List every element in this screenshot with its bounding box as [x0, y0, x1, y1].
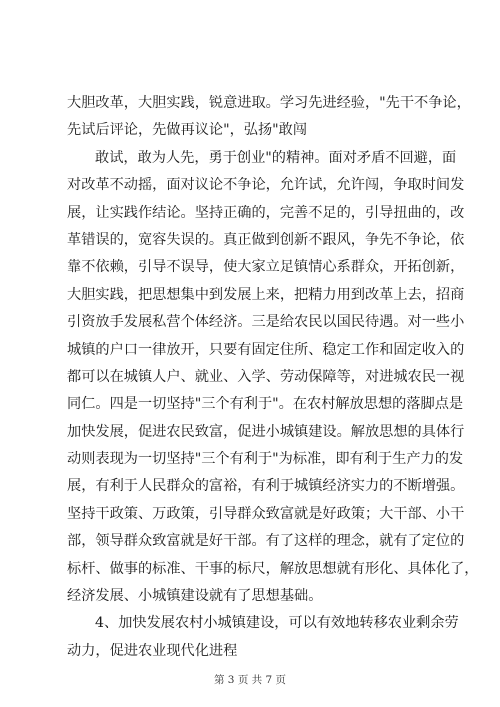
- text-line: 同仁。四是一切坚持"三个有利于"。在农村解放思想的落脚点是: [67, 396, 464, 413]
- text-line: 部，领导群众致富就是好干部。有了这样的理念，就有了定位的: [67, 533, 465, 550]
- text-line: 大胆改革，大胆实践，锐意进取。学习先进经验，"先干不争论，: [67, 95, 471, 111]
- body-text: [67, 90, 479, 665]
- text-line: 经济发展、小城镇建设就有了思想基础。: [67, 588, 323, 605]
- text-line: 敢试，敢为人先，勇于创业"的精神。面对矛盾不回避，面: [95, 149, 457, 166]
- text-line: 大胆实践，把思想集中到发展上来，把精力用到改革上去，招商: [67, 286, 465, 303]
- text-line: 引资放手发展私营个体经济。三是给农民以国民待遇。对一些小: [67, 314, 465, 331]
- text-line: 城镇的户口一律放开，只要有固定住所、稳定工作和固定收入的: [67, 341, 465, 358]
- text-line: 展，让实践作结论。坚持正确的，完善不足的，引导扭曲的，改: [67, 204, 465, 221]
- text-line: 展，有利于人民群众的富裕，有利于城镇经济实力的不断增强。: [67, 478, 465, 495]
- text-line: 动则表现为一切坚持"三个有利于"为标准，即有利于生产力的发: [67, 451, 464, 468]
- text-line: 加快发展，促进农民致富，促进小城镇建设。解放思想的具体行: [67, 423, 465, 440]
- text-line: 标杆、做事的标准、干事的标尺，解放思想就有形化、具体化了，: [67, 560, 479, 577]
- page-footer: [0, 672, 500, 687]
- text-line: 坚持干政策、万政策，引导群众致富就是好政策；大干部、小干: [67, 505, 465, 522]
- text-line: 靠不依赖，引导不误导，使大家立足镇情心系群众，开拓创新，: [67, 259, 465, 276]
- text-line: 动力，促进农业现代化进程: [67, 642, 238, 659]
- text-line: 革错误的，宽容失误的。真正做到创新不跟风，争先不争论，依: [67, 231, 465, 248]
- text-line: 对改革不动摇，面对议论不争论，允许试，允许闯，争取时间发: [67, 177, 465, 194]
- text-line: 先试后评论，先做再议论"，弘扬"敢闯: [67, 122, 308, 139]
- text-line: 都可以在城镇人户、就业、入学、劳动保障等，对进城农民一视: [67, 368, 465, 385]
- page-number: 第 3 页 共 7 页: [213, 674, 287, 686]
- text-line: 4、加快发展农村小城镇建设，可以有效地转移农业剩余劳: [95, 615, 459, 632]
